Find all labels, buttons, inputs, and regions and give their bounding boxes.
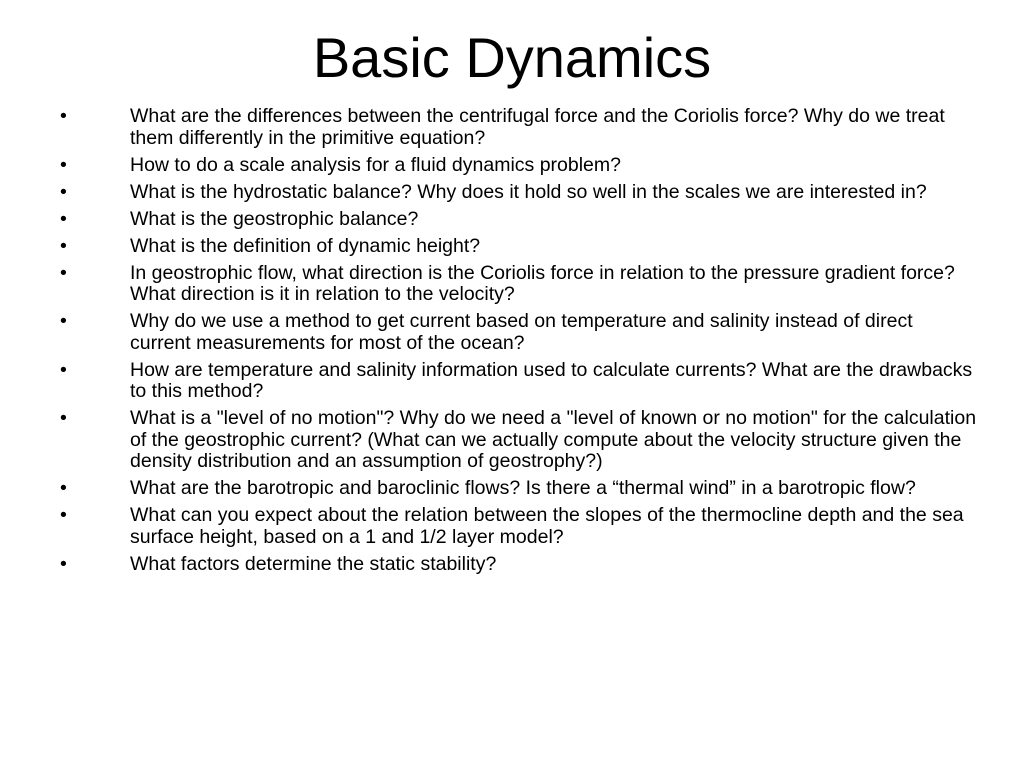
bullet-item — [58, 505, 978, 548]
bullet-icon: • — [60, 477, 67, 499]
bullet-text: What are the barotropic and baroclinic flows? Is there a “thermal wind” in a barotropic flow? — [130, 477, 916, 499]
bullet-text: How to do a scale analysis for a fluid dynamics problem? — [130, 153, 621, 176]
bullet-item — [58, 360, 978, 403]
bullet-item — [58, 106, 978, 149]
bullet-item — [58, 263, 978, 306]
bullet-icon: • — [60, 261, 67, 284]
bullet-text: What factors determine the static stability? — [130, 552, 497, 575]
bullet-item — [58, 554, 978, 576]
bullet-text: How are temperature and salinity information used to calculate currents? What are the drawbacks to this method? — [130, 358, 973, 402]
bullet-item — [58, 478, 978, 500]
slide-title: Basic Dynamics — [312, 26, 712, 89]
bullet-item — [58, 182, 978, 204]
bullet-icon: • — [60, 504, 67, 526]
bullet-text: What can you expect about the relation between the slopes of the thermocline depth and the sea surface height, based on a 1 and 1/2 layer model? — [130, 504, 964, 548]
bullet-icon: • — [60, 180, 67, 203]
bullet-item — [58, 408, 978, 473]
bullet-list — [58, 106, 978, 581]
bullet-item — [58, 155, 978, 177]
bullet-item — [58, 236, 978, 258]
bullet-item — [58, 311, 978, 354]
bullet-icon: • — [60, 358, 67, 381]
bullet-icon: • — [60, 105, 67, 127]
bullet-text: What are the differences between the centrifugal force and the Coriolis force? Why do we treat them differently in the primitive equation? — [130, 105, 945, 149]
bullet-icon: • — [60, 234, 67, 257]
bullet-text: What is the definition of dynamic height? — [130, 234, 481, 257]
bullet-icon: • — [60, 207, 67, 230]
bullet-icon: • — [60, 407, 67, 429]
bullet-text: Why do we use a method to get current based on temperature and salinity instead of direct current measurements for most of the ocean? — [130, 310, 913, 354]
bullet-icon: • — [60, 552, 67, 575]
bullet-text: What is the geostrophic balance? — [130, 207, 419, 230]
bullet-text: What is the hydrostatic balance? Why does it hold so well in the scales we are interested in? — [130, 180, 927, 203]
bullet-item — [58, 209, 978, 231]
bullet-text: What is a "level of no motion"? Why do we need a "level of known or no motion" for the calculation of the geostrophic current? (What can we actually compute about the velocity structure given the density distribution and an assumption of geostrophy?) — [130, 407, 977, 472]
bullet-icon: • — [60, 153, 67, 176]
bullet-text: In geostrophic flow, what direction is the Coriolis force in relation to the pressure gradient force? What direction is it in relation to the velocity? — [130, 261, 955, 305]
bullet-icon: • — [60, 310, 67, 332]
